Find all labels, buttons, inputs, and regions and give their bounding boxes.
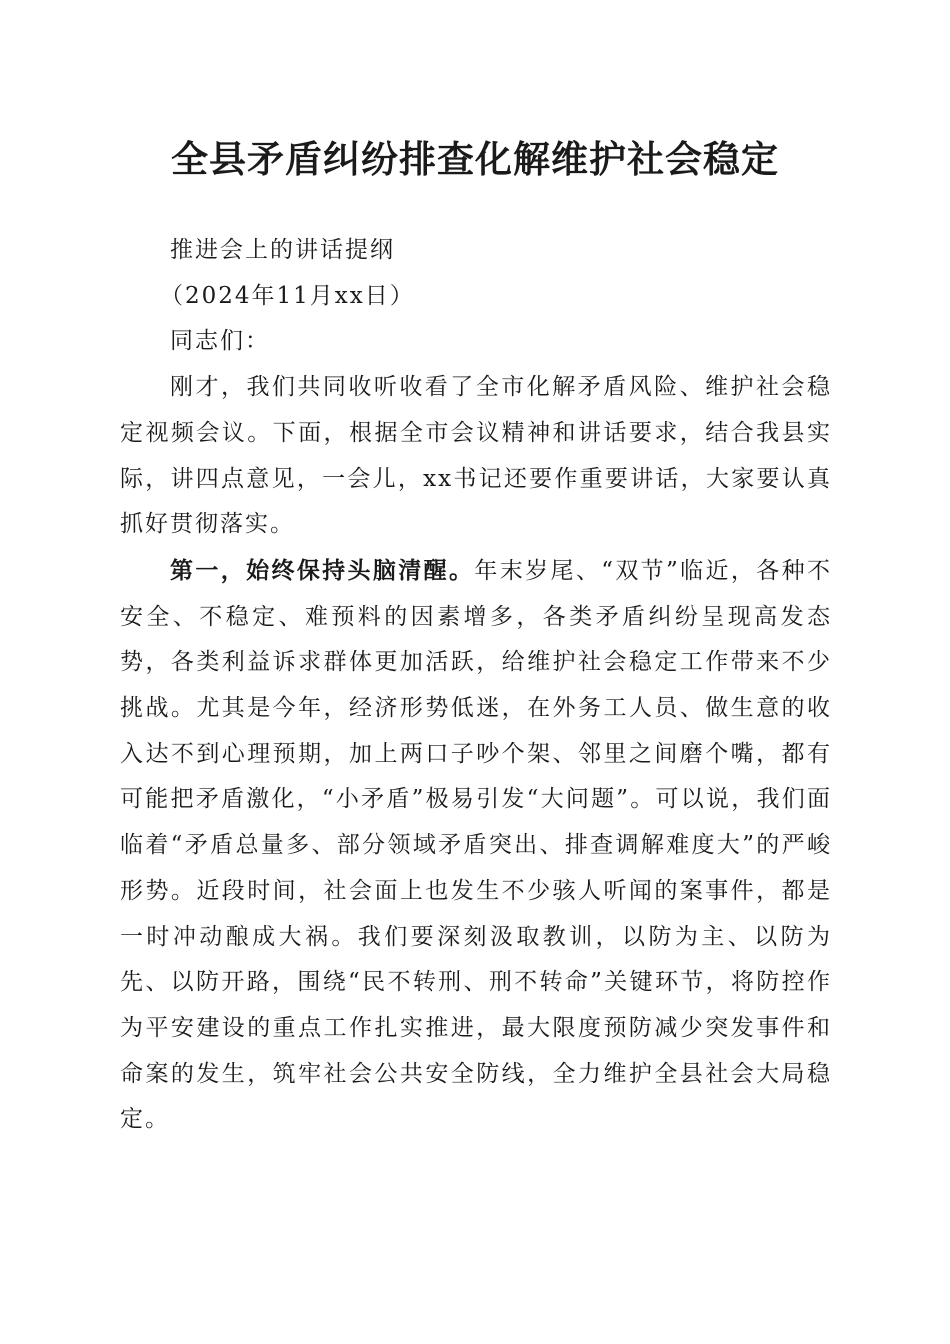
salutation: 同志们： [170,328,270,355]
document-body [120,228,832,1143]
paragraph-1 [120,365,832,548]
subtitle-line: 推进会上的讲话提纲 [170,237,395,263]
paragraph-2-text: 年末岁尾、“双节”临近，各种不安全、不稳定、难预料的因素增多，各类矛盾纠纷呈现高发态势，各类利益诉求群体更加活跃，给维护社会稳定工作带来不少挑战。尤其是今年，经济形势低迷，在外务工人员、做生意的收入达不到心理预期，加上两口子吵个架、邻里之间磨个嘴，都有可能把矛盾激化，“小矛盾”极易引发“大问题”。可以说，我们面临着“矛盾总量多、部分领域矛盾突出、排查调解难度大”的严峻形势。近段时间，社会面上也发生不少骇人听闻的案事件，都是一时冲动酿成大祸。我们要深刻汲取教训，以防为主、以防为先、以防开路，围绕“民不转刑、刑不转命”关键环节，将防控作为平安建设的重点工作扎实推进，最大限度预防减少突发事件和命案的发生，筑牢社会公共安全防线，全力维护全县社会大局稳定。 [120,557,832,1133]
paragraph-2-heading: 第一，始终保持头脑清醒。 [170,556,475,584]
paragraph-2 [120,548,832,1143]
date-line: （2024年11月xx日） [160,282,415,309]
paragraph-1-text: 刚才，我们共同收听收看了全市化解矛盾风险、维护社会稳定视频会议。下面，根据全市会议精神和讲话要求，结合我县实际，讲四点意见，一会儿，xx书记还要作重要讲话，大家要认真抓好贯彻落实。 [120,374,832,538]
document-title: 全县矛盾纠纷排查化解维护社会稳定 [171,137,779,181]
